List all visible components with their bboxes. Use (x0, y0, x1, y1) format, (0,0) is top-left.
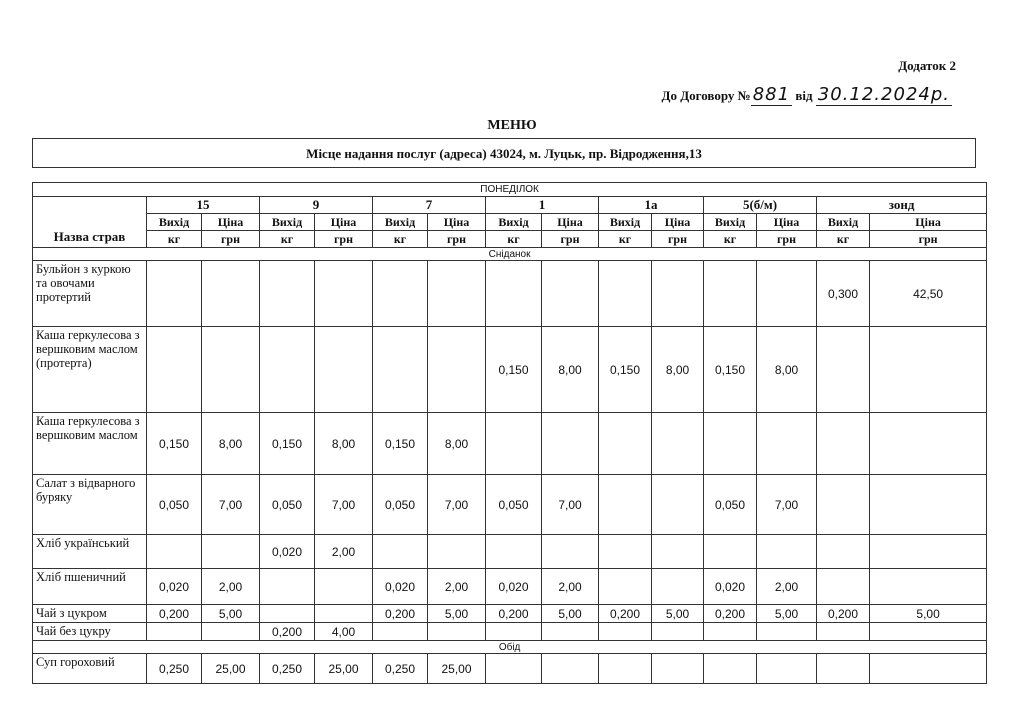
unit-header-row (33, 231, 987, 248)
meal-label: Сніданок (33, 248, 987, 261)
price-cell: 25,00 (315, 654, 373, 684)
price-cell (652, 623, 704, 641)
price-cell: 2,00 (315, 535, 373, 569)
table-row (33, 605, 987, 623)
output-cell (147, 327, 202, 413)
output-cell (373, 623, 428, 641)
unit-kg: кг (260, 231, 315, 248)
output-cell: 0,200 (147, 605, 202, 623)
output-cell (817, 654, 870, 684)
output-cell: 0,250 (260, 654, 315, 684)
output-cell (260, 605, 315, 623)
unit-uah: грн (652, 231, 704, 248)
output-cell: 0,150 (373, 413, 428, 475)
dish-name: Хліб пшеничний (33, 569, 147, 605)
table-row (33, 413, 987, 475)
output-cell (599, 261, 652, 327)
output-cell: 0,050 (147, 475, 202, 535)
price-cell: 7,00 (757, 475, 817, 535)
output-cell: 0,150 (147, 413, 202, 475)
output-cell: 0,020 (704, 569, 757, 605)
day-label: ПОНЕДІЛОК (33, 183, 987, 197)
price-cell: 25,00 (202, 654, 260, 684)
price-cell (315, 327, 373, 413)
output-cell (147, 623, 202, 641)
price-cell (870, 327, 987, 413)
dish-name: Хліб український (33, 535, 147, 569)
output-cell (486, 623, 542, 641)
price-cell (542, 261, 599, 327)
meal-row (33, 641, 987, 654)
output-cell: 0,150 (704, 327, 757, 413)
price-cell: 8,00 (542, 327, 599, 413)
unit-kg: кг (817, 231, 870, 248)
output-header: Вихід (486, 214, 542, 231)
output-cell: 0,020 (486, 569, 542, 605)
price-cell (870, 535, 987, 569)
price-cell: 8,00 (202, 413, 260, 475)
dish-name: Суп гороховий (33, 654, 147, 684)
price-cell (428, 623, 486, 641)
price-cell: 5,00 (652, 605, 704, 623)
day-row (33, 183, 987, 197)
output-cell (260, 569, 315, 605)
unit-uah: грн (428, 231, 486, 248)
output-cell (817, 327, 870, 413)
output-cell (599, 654, 652, 684)
price-cell: 5,00 (428, 605, 486, 623)
output-header: Вихід (260, 214, 315, 231)
price-cell (870, 623, 987, 641)
price-cell (652, 654, 704, 684)
output-cell (817, 569, 870, 605)
price-cell (652, 261, 704, 327)
table-row (33, 261, 987, 327)
table-row (33, 569, 987, 605)
service-address: Місце надання послуг (адреса) 43024, м. Луцьк, пр. Відродження,13 (32, 138, 976, 168)
price-cell (542, 413, 599, 475)
price-cell (870, 413, 987, 475)
output-cell (704, 535, 757, 569)
output-cell: 0,250 (373, 654, 428, 684)
output-cell: 0,200 (817, 605, 870, 623)
output-cell (486, 261, 542, 327)
output-cell (599, 569, 652, 605)
price-cell (202, 535, 260, 569)
unit-kg: кг (486, 231, 542, 248)
unit-uah: грн (870, 231, 987, 248)
price-cell: 7,00 (202, 475, 260, 535)
output-cell (373, 261, 428, 327)
price-header: Ціна (870, 214, 987, 231)
price-header: Ціна (428, 214, 486, 231)
output-cell (704, 623, 757, 641)
price-header: Ціна (542, 214, 599, 231)
output-header: Вихід (599, 214, 652, 231)
contract-date-prefix: від (795, 88, 813, 103)
output-cell (599, 535, 652, 569)
price-cell: 2,00 (428, 569, 486, 605)
output-cell (260, 261, 315, 327)
diet-header: 1а (599, 197, 704, 214)
price-cell: 5,00 (542, 605, 599, 623)
price-cell (870, 475, 987, 535)
contract-line (662, 84, 953, 106)
price-cell: 2,00 (757, 569, 817, 605)
diet-header: зонд (817, 197, 987, 214)
price-cell (652, 535, 704, 569)
unit-kg: кг (599, 231, 652, 248)
price-cell: 8,00 (428, 413, 486, 475)
dish-name: Каша геркулесова з вершковим маслом (протерта) (33, 327, 147, 413)
unit-uah: грн (315, 231, 373, 248)
output-header: Вихід (704, 214, 757, 231)
output-cell: 0,200 (373, 605, 428, 623)
price-cell (202, 261, 260, 327)
price-cell (315, 605, 373, 623)
diet-header: 9 (260, 197, 373, 214)
addendum-label: Додаток 2 (898, 58, 956, 73)
price-cell (757, 261, 817, 327)
dish-name: Бульйон з куркою та овочами протертий (33, 261, 147, 327)
table-row (33, 654, 987, 684)
contract-date: 30.12.2024р. (817, 84, 950, 105)
price-cell: 8,00 (652, 327, 704, 413)
price-cell: 8,00 (757, 327, 817, 413)
output-cell: 0,250 (147, 654, 202, 684)
price-cell (757, 413, 817, 475)
output-cell: 0,050 (486, 475, 542, 535)
price-cell: 2,00 (542, 569, 599, 605)
output-cell (486, 413, 542, 475)
dish-name: Чай з цукром (33, 605, 147, 623)
output-cell (373, 535, 428, 569)
unit-kg: кг (373, 231, 428, 248)
price-cell (757, 535, 817, 569)
diet-header: 15 (147, 197, 260, 214)
output-cell (704, 413, 757, 475)
price-cell (757, 654, 817, 684)
output-cell: 0,300 (817, 261, 870, 327)
price-cell (202, 623, 260, 641)
output-cell (817, 413, 870, 475)
price-cell (542, 535, 599, 569)
output-cell: 0,020 (147, 569, 202, 605)
output-cell (817, 623, 870, 641)
meal-row (33, 248, 987, 261)
price-cell (542, 654, 599, 684)
contract-number: 881 (752, 84, 791, 105)
diet-header-row (33, 197, 987, 214)
price-cell (315, 569, 373, 605)
dish-name: Чай без цукру (33, 623, 147, 641)
output-cell: 0,200 (260, 623, 315, 641)
unit-uah: грн (542, 231, 599, 248)
price-cell: 7,00 (315, 475, 373, 535)
output-cell: 0,200 (704, 605, 757, 623)
price-cell (652, 569, 704, 605)
price-header: Ціна (757, 214, 817, 231)
output-header: Вихід (147, 214, 202, 231)
price-cell: 7,00 (542, 475, 599, 535)
output-cell (817, 475, 870, 535)
output-cell (817, 535, 870, 569)
dish-name: Салат з відварного буряку (33, 475, 147, 535)
output-cell (147, 535, 202, 569)
table-row (33, 475, 987, 535)
price-cell (652, 413, 704, 475)
diet-header: 1 (486, 197, 599, 214)
price-header: Ціна (202, 214, 260, 231)
table-row (33, 327, 987, 413)
price-cell (428, 261, 486, 327)
unit-kg: кг (704, 231, 757, 248)
output-cell (704, 654, 757, 684)
price-cell (428, 535, 486, 569)
output-cell: 0,200 (486, 605, 542, 623)
dish-name-header: Назва страв (33, 197, 147, 248)
price-cell: 25,00 (428, 654, 486, 684)
output-cell: 0,200 (599, 605, 652, 623)
unit-uah: грн (757, 231, 817, 248)
unit-uah: грн (202, 231, 260, 248)
output-cell (486, 535, 542, 569)
contract-prefix: До Договору № (661, 88, 751, 103)
output-cell: 0,150 (486, 327, 542, 413)
table-row (33, 535, 987, 569)
price-cell: 5,00 (757, 605, 817, 623)
output-header: Вихід (373, 214, 428, 231)
output-cell (599, 413, 652, 475)
price-cell: 4,00 (315, 623, 373, 641)
price-cell: 42,50 (870, 261, 987, 327)
diet-header: 5(б/м) (704, 197, 817, 214)
output-cell (147, 261, 202, 327)
unit-kg: кг (147, 231, 202, 248)
output-cell (373, 327, 428, 413)
price-cell (652, 475, 704, 535)
dish-name: Каша геркулесова з вершковим маслом (33, 413, 147, 475)
price-cell (870, 654, 987, 684)
output-cell: 0,050 (704, 475, 757, 535)
table-row (33, 623, 987, 641)
output-cell: 0,150 (260, 413, 315, 475)
output-cell (704, 261, 757, 327)
price-header: Ціна (315, 214, 373, 231)
diet-header: 7 (373, 197, 486, 214)
meal-label: Обід (33, 641, 987, 654)
price-cell: 5,00 (870, 605, 987, 623)
output-cell: 0,050 (260, 475, 315, 535)
output-cell (260, 327, 315, 413)
sub-header-row (33, 214, 987, 231)
output-header: Вихід (817, 214, 870, 231)
price-header: Ціна (652, 214, 704, 231)
price-cell (870, 569, 987, 605)
price-cell (428, 327, 486, 413)
price-cell (202, 327, 260, 413)
price-cell (315, 261, 373, 327)
output-cell (486, 654, 542, 684)
page-title: МЕНЮ (487, 118, 537, 133)
output-cell (599, 623, 652, 641)
price-cell: 2,00 (202, 569, 260, 605)
price-cell: 8,00 (315, 413, 373, 475)
output-cell: 0,050 (373, 475, 428, 535)
output-cell (599, 475, 652, 535)
price-cell (542, 623, 599, 641)
price-cell: 5,00 (202, 605, 260, 623)
output-cell: 0,020 (260, 535, 315, 569)
output-cell: 0,150 (599, 327, 652, 413)
price-cell: 7,00 (428, 475, 486, 535)
price-cell (757, 623, 817, 641)
menu-table (32, 182, 987, 684)
output-cell: 0,020 (373, 569, 428, 605)
